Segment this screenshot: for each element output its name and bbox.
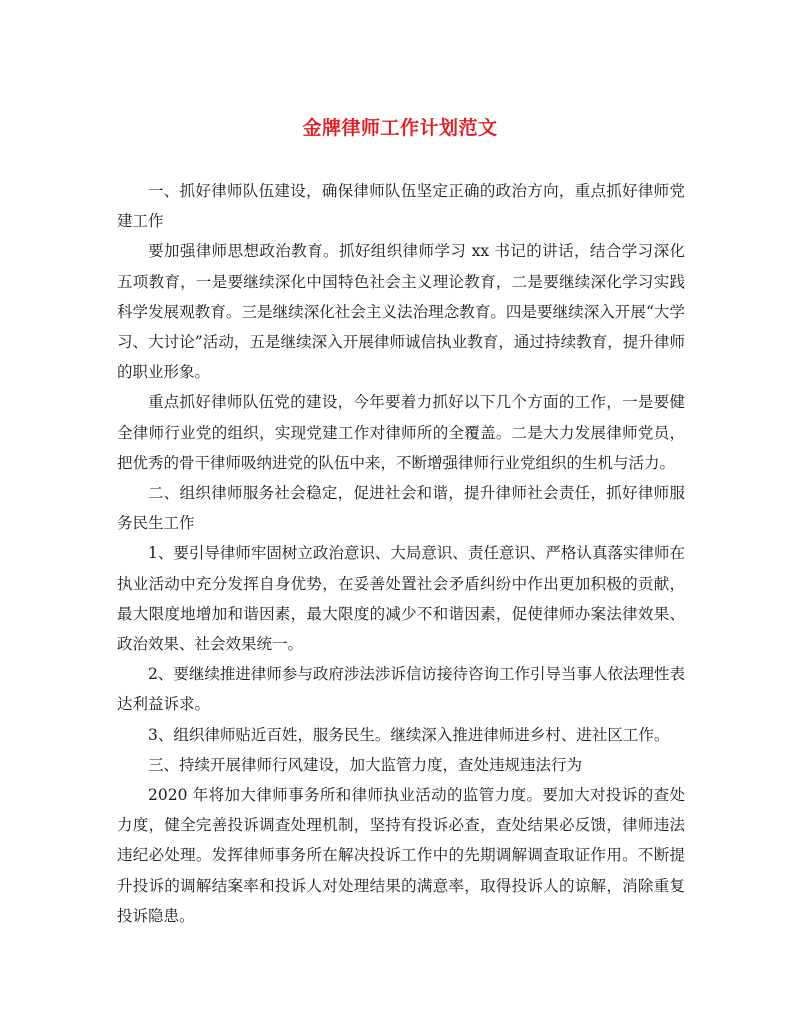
section-heading-2: 二、组织律师服务社会稳定，促进社会和谐，提升律师社会责任，抓好律师服务民生工作: [117, 484, 685, 533]
paragraph: 重点抓好律师队伍党的建设，今年要着力抓好以下几个方面的工作，一是要健全律师行业党的组织，实现党建工作对律师所的全覆盖。二是大力发展律师党员，把优秀的骨干律师吸纳进党的队伍中来，不断增强律师行业党组织的生机与活力。: [117, 393, 685, 472]
list-item: 1、要引导律师牢固树立政治意识、大局意识、责任意识、严格认真落实律师在执业活动中充分发挥自身优势，在妥善处置社会矛盾纠纷中作出更加积极的贡献，最大限度地增加和谐因素，最大限度的减少不和谐因素，促使律师办案法律效果、政治效果、社会效果统一。: [117, 544, 685, 654]
paragraph: 要加强律师思想政治教育。抓好组织律师学习 xx 书记的讲话，结合学习深化五项教育，一是要继续深化中国特色社会主义理论教育，二是要继续深化学习实践科学发展观教育。三是继续深化社会主义法治理念教育。四是要继续深入开展“大学习、大讨论”活动，五是继续深入开展律师诚信执业教育，通过持续教育，提升律师的职业形象。: [117, 242, 685, 382]
list-item: 2、要继续推进律师参与政府涉法涉诉信访接待咨询工作引导当事人依法理性表达利益诉求。: [117, 665, 685, 714]
section-heading-3: 三、持续开展律师行风建设，加大监管力度，查处违规违法行为: [148, 755, 583, 774]
section-heading-1: 一、抓好律师队伍建设，确保律师队伍坚定正确的政治方向，重点抓好律师党建工作: [117, 182, 685, 231]
list-item: 3、组织律师贴近百姓，服务民生。继续深入推进律师进乡村、进社区工作。: [148, 725, 670, 744]
document-body: [117, 176, 685, 931]
paragraph: 2020 年将加大律师事务所和律师执业活动的监管力度。要加大对投诉的查处力度，健全完善投诉调查处理机制，坚持有投诉必查，查处结果必反馈，律师违法违纪必处理。发挥律师事务所在解决投诉工作中的先期调解调查取证作用。不断提升投诉的调解结案率和投诉人对处理结果的满意率，取得投诉人的谅解，消除重复投诉隐患。: [117, 786, 685, 925]
document-title: 金牌律师工作计划范文: [302, 117, 498, 139]
